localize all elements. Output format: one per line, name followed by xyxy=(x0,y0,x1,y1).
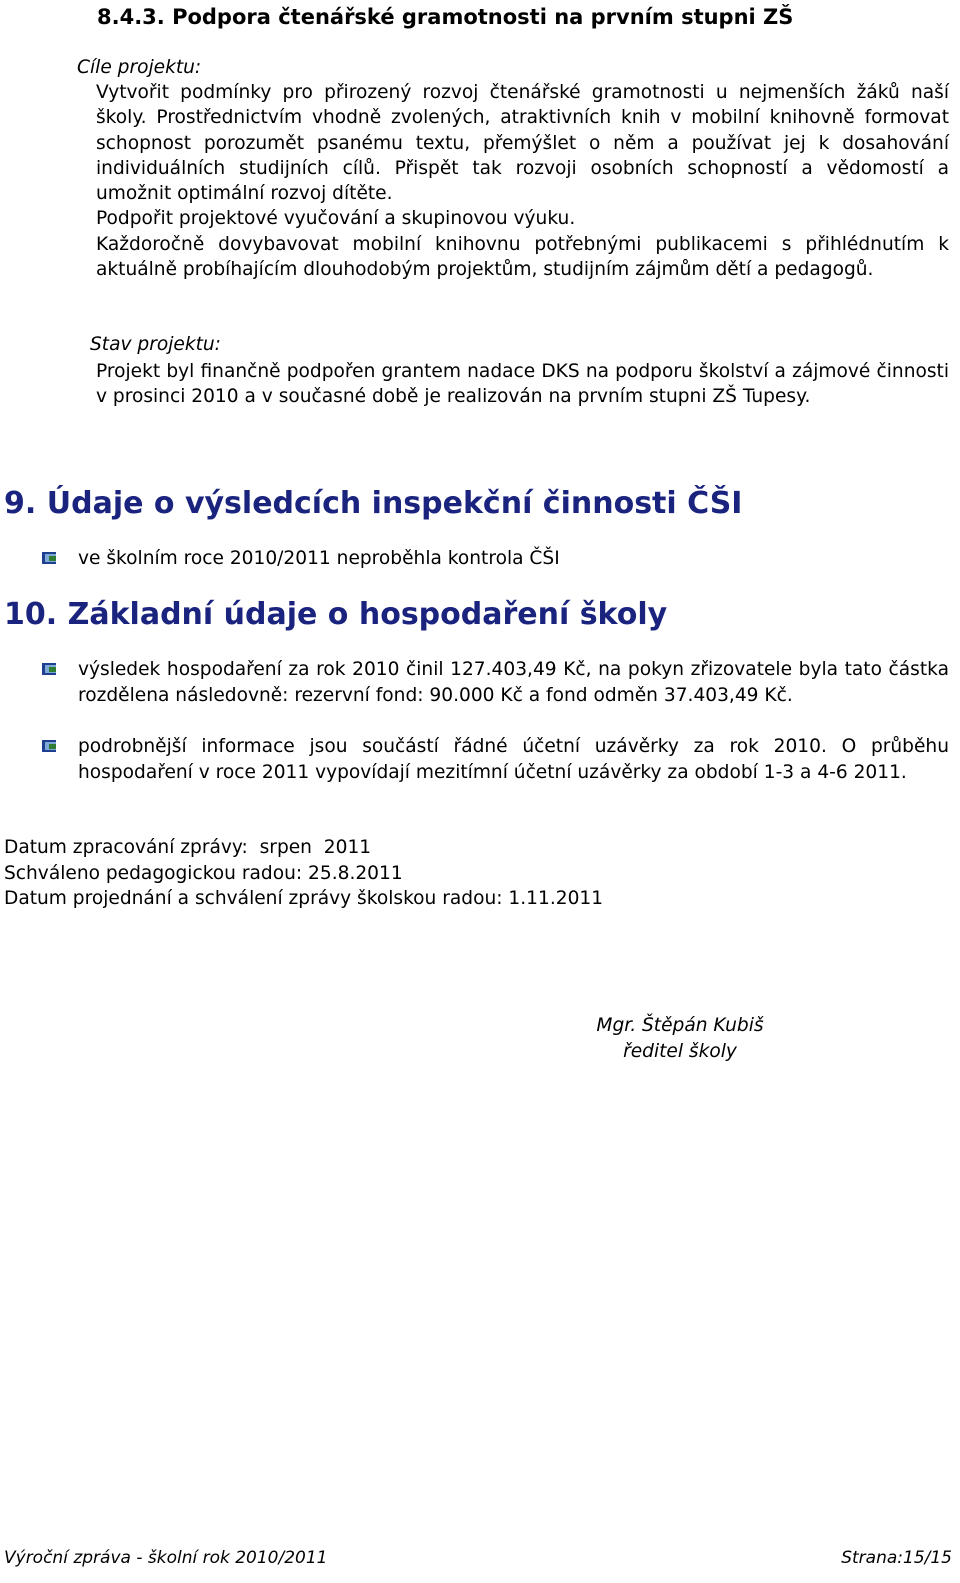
section-9-title: Údaje o výsledcích inspekční činnosti ČŠI xyxy=(46,486,743,521)
signature-role: ředitel školy xyxy=(623,1040,737,1062)
footer-title: Výroční zpráva - školní rok 2010/2011 xyxy=(4,1548,328,1568)
signature-name: Mgr. Štěpán Kubiš xyxy=(596,1015,764,1036)
list-item xyxy=(42,734,949,785)
list-item xyxy=(42,546,949,572)
goals-paragraph: Podpořit projektové vyučování a skupinovou výuku. xyxy=(96,208,576,230)
bullet-icon xyxy=(42,546,78,571)
approved-date: Schváleno pedagogickou radou: 25.8.2011 xyxy=(4,862,403,884)
goals-paragraph: Vytvořit podmínky pro přirozený rozvoj čtenářské gramotnosti u nejmenších žáků naší školy. Prostřednictvím vhodně zvolených, atraktivních knih v mobilní knihovně formovat schopnost porozumět psanému textu, přemýšlet o něm a používat jej k dosahování individuálních studijních cílů. Přispět tak rozvoji osobních schopností a vědomostí a umožnit optimální rozvoj dítěte. xyxy=(96,82,949,205)
bullet-text: podrobnější informace jsou součástí řádné účetní uzávěrky za rok 2010. O průběhu hospodaření v roce 2011 vypovídají mezitímní účetní uzávěrky za období 1-3 a 4-6 2011. xyxy=(78,736,949,783)
goals-label: Cíle projektu: xyxy=(77,57,202,78)
bullet-icon xyxy=(42,734,78,759)
bullet-text: ve školním roce 2010/2011 neproběhla kontrola ČŠI xyxy=(78,548,560,569)
goals-paragraph: Každoročně dovybavovat mobilní knihovnu potřebnými publikacemi s přihlédnutím k aktuálně probíhajícím dlouhodobým projektům, studijním zájmům dětí a pedagogů. xyxy=(96,233,949,281)
report-dates xyxy=(4,835,603,912)
signature-block xyxy=(560,1013,800,1064)
list-item xyxy=(42,657,949,708)
section-10-heading xyxy=(4,596,667,634)
bullet-icon xyxy=(42,657,78,682)
status-label: Stav projektu: xyxy=(90,334,221,355)
section-10-title: Základní údaje o hospodaření školy xyxy=(67,597,668,632)
goals-text xyxy=(96,80,949,282)
discussed-date: Datum projednání a schválení zprávy školskou radou: 1.11.2011 xyxy=(4,888,604,909)
status-text: Projekt byl finančně podpořen grantem nadace DKS na podporu školství a zájmové činnosti v prosinci 2010 a v současné době je realizován na prvním stupni ZŠ Tupesy. xyxy=(96,361,949,408)
section-9-heading xyxy=(4,485,742,523)
page-number: Strana:15/15 xyxy=(841,1548,952,1568)
bullet-text: výsledek hospodaření za rok 2010 činil 127.403,49 Kč, na pokyn zřizovatele byla tato částka rozdělena následovně: rezervní fond: 90.000 Kč a fond odměn 37.403,49 Kč. xyxy=(78,659,949,706)
section-9-number: 9. xyxy=(4,486,37,521)
section-10-number: 10. xyxy=(4,597,58,632)
processed-date: Datum zpracování zprávy: srpen 2011 xyxy=(4,837,372,858)
section-heading-8-4-3: 8.4.3. Podpora čtenářské gramotnosti na prvním stupni ZŠ xyxy=(97,5,794,29)
